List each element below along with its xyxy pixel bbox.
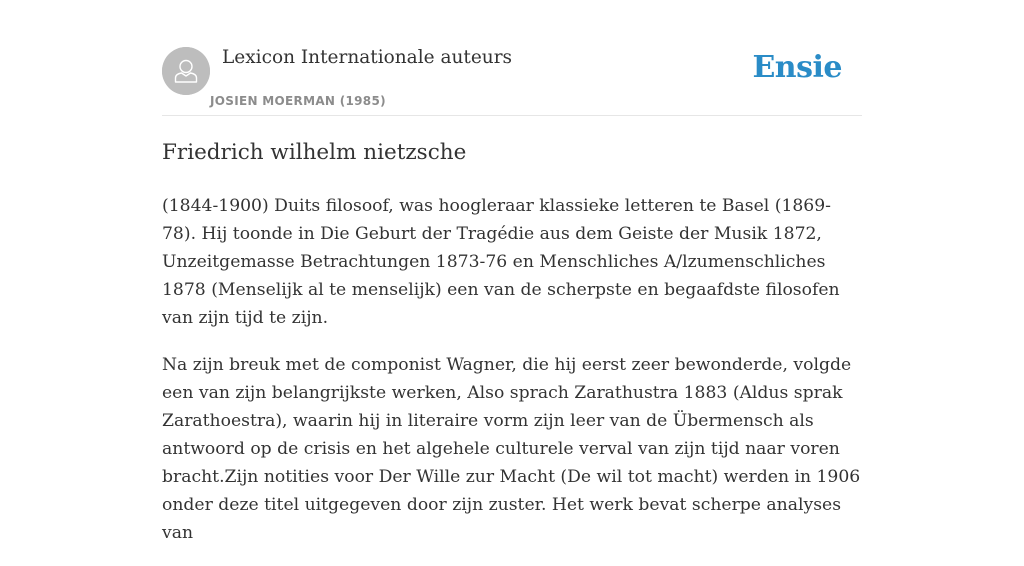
page-container — [162, 0, 862, 543]
brand-logo[interactable]: Ensie — [752, 50, 842, 85]
article-title: Friedrich wilhelm nietzsche — [162, 140, 467, 165]
source-header — [162, 0, 862, 116]
article-body — [162, 192, 862, 566]
article-paragraph: Na zijn breuk met de componist Wagner, die hij eerst zeer bewonderde, volgde een van zijn belangrijkste werken, Also sprach Zarathustra 1883 (Aldus sprak Zarathoestra), waarin hij in literaire vorm zijn leer van de Übermensch als antwoord op de crisis en het algehele culturele verval van zijn tijd naar voren bracht.Zijn notities voor Der Wille zur Macht (De wil tot macht) werden in 1906 onder deze titel uitgegeven door zijn zuster. Het werk bevat scherpe analyses van — [162, 355, 861, 543]
author-avatar[interactable] — [162, 47, 210, 95]
source-title-link[interactable]: Lexicon Internationale auteurs — [222, 47, 513, 68]
user-icon — [162, 47, 210, 95]
article-paragraph: (1844-1900) Duits filosoof, was hoogleraar klassieke letteren te Basel (1869-78). Hij toonde in Die Geburt der Tragédie aus dem Geiste der Musik 1872, Unzeitgemasse Betrachtungen 1873-76 en Menschliches A/lzumenschliches 1878 (Menselijk al te menselijk) een van de scherpste en begaafdste filosofen van zijn tijd te zijn. — [162, 196, 840, 328]
author-name[interactable]: JOSIEN MOERMAN (1985) — [210, 94, 386, 108]
